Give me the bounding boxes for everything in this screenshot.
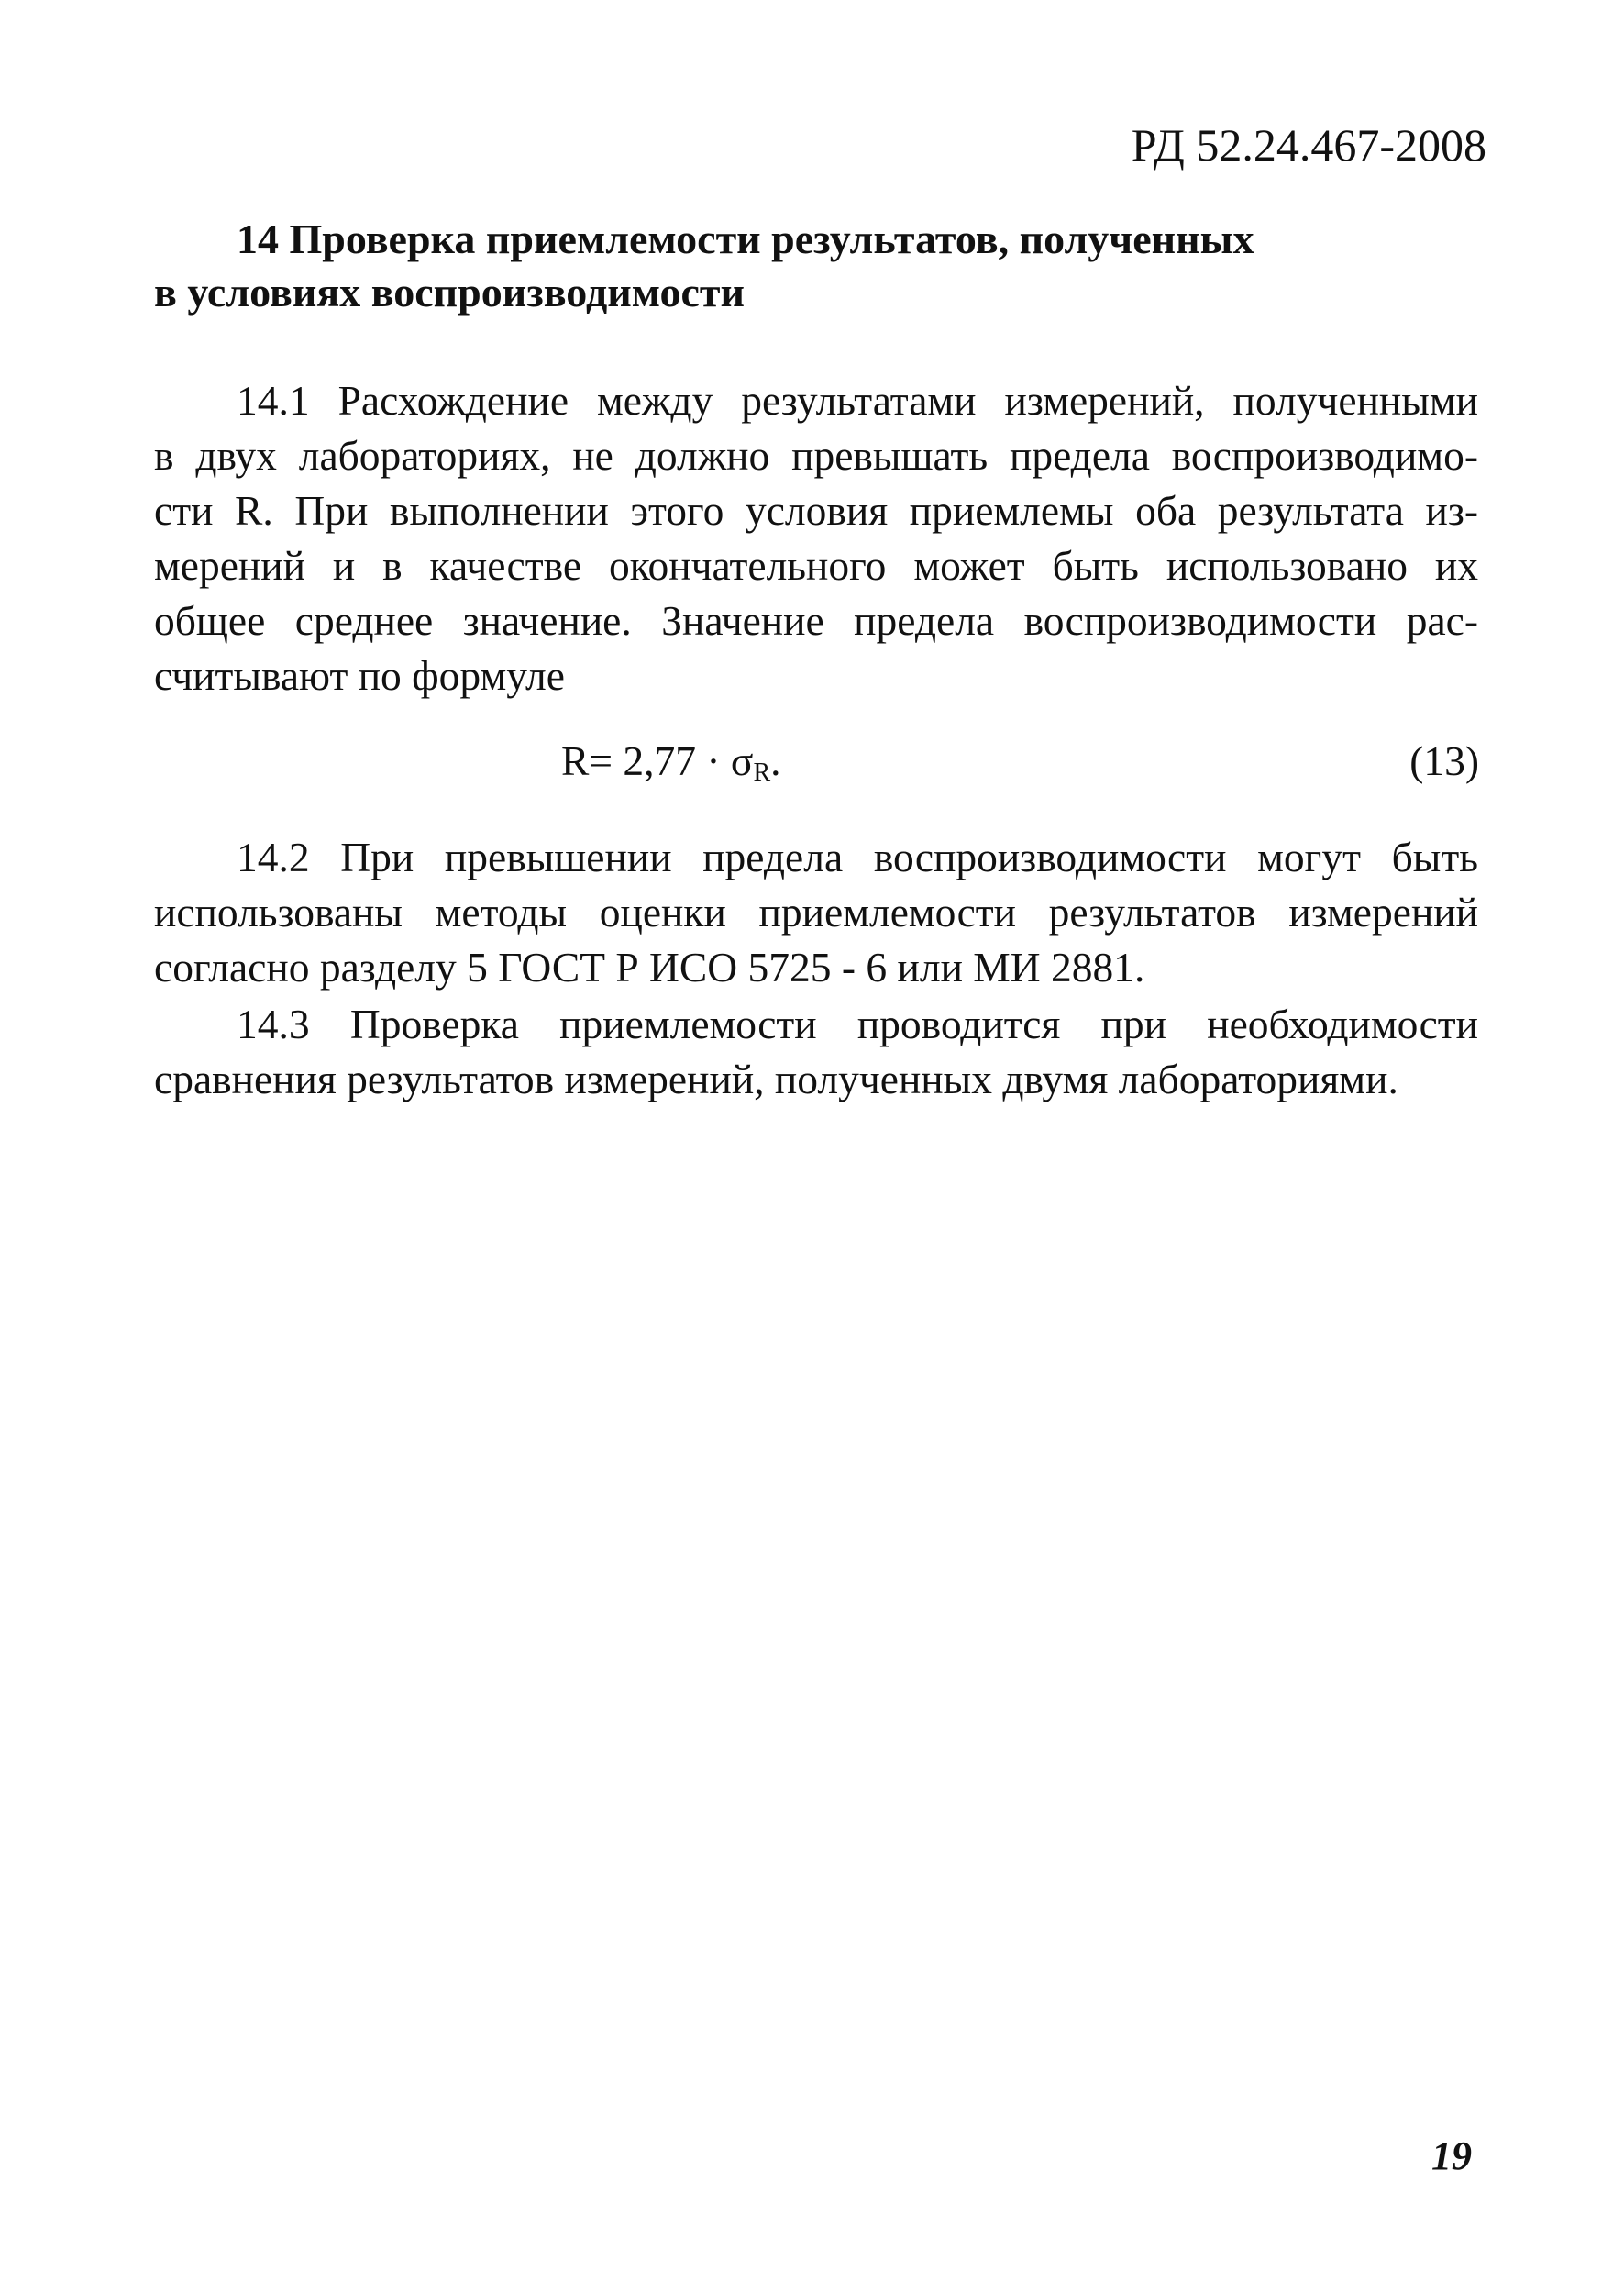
paragraph-line: 14.2 При превышении предела воспроизводимости могут быть: [237, 834, 1478, 880]
paragraph-line: сравнения результатов измерений, полученных двумя лабораториями.: [154, 1056, 1398, 1102]
formula-period: .: [770, 737, 781, 784]
page-number: 19: [1431, 2133, 1472, 2178]
paragraph-line: сти R. При выполнении этого условия приемлемы оба результата из-: [154, 487, 1478, 534]
paragraph-14-2: [154, 830, 1478, 995]
section-title-line-2: в условиях воспроизводимости: [154, 269, 745, 316]
paragraph-line: мерений и в качестве окончательного может быть использовано их: [154, 542, 1478, 589]
formula-subscript: R: [753, 758, 771, 787]
paragraph-line: общее среднее значение. Значение предела воспроизводимости рас-: [154, 597, 1478, 644]
formula-number: (13): [1409, 737, 1479, 784]
paragraph-line: 14.1 Расхождение между результатами измерений, полученными: [237, 377, 1478, 424]
document-code: РД 52.24.467-2008: [1131, 119, 1486, 171]
paragraph-line: использованы методы оценки приемлемости результатов измерений: [154, 889, 1478, 936]
paragraph-14-3: [154, 997, 1478, 1107]
paragraph-line: считывают по формуле: [154, 652, 565, 699]
formula-13: [561, 734, 781, 801]
paragraph-14-1: [154, 373, 1478, 703]
paragraph-line: согласно разделу 5 ГОСТ Р ИСО 5725 - 6 или МИ 2881.: [154, 944, 1145, 991]
section-title-line-1: 14 Проверка приемлемости результатов, полученных: [237, 216, 1254, 262]
paragraph-line: 14.3 Проверка приемлемости проводится при необходимости: [237, 1001, 1478, 1047]
section-title: [154, 213, 1475, 319]
paragraph-line: в двух лабораториях, не должно превышать предела воспроизводимо-: [154, 432, 1478, 479]
formula-expression: R= 2,77 · σ: [561, 737, 754, 784]
